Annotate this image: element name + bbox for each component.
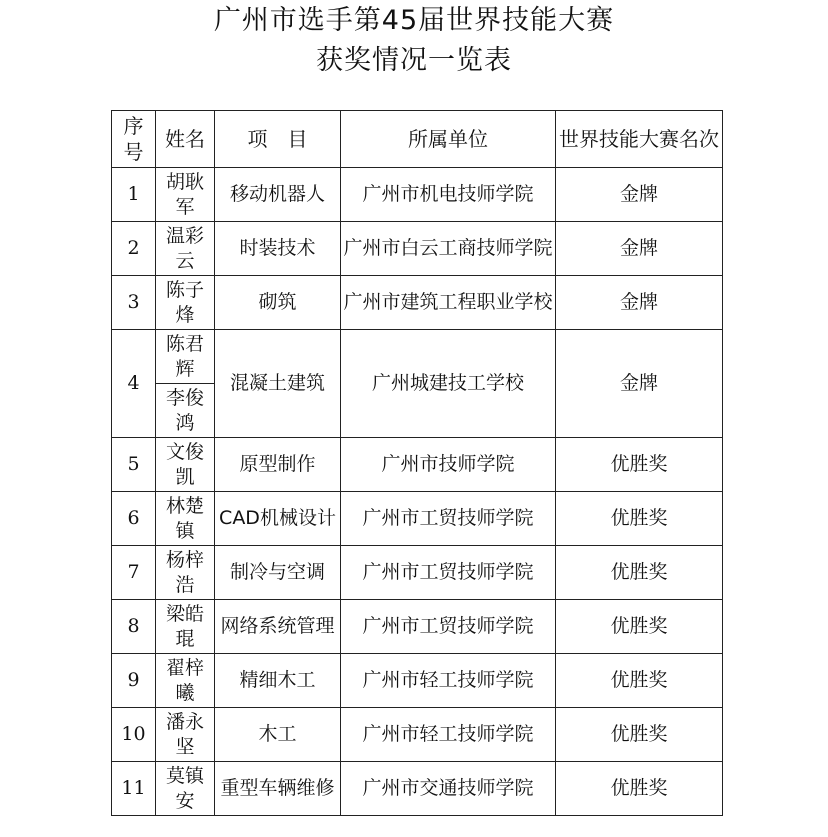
row-rank: 金牌	[556, 168, 723, 222]
row-rank: 金牌	[556, 222, 723, 276]
row-project: 移动机器人	[215, 168, 341, 222]
row-name: 潘永坚	[156, 708, 215, 762]
row-unit: 广州市建筑工程职业学校	[341, 276, 556, 330]
row-name-second: 李俊鸿	[156, 384, 215, 438]
table-row	[112, 330, 723, 384]
row-name: 梁皓琨	[156, 600, 215, 654]
row-unit: 广州市轻工技师学院	[341, 654, 556, 708]
row-name: 温彩云	[156, 222, 215, 276]
row-index: 11	[112, 762, 156, 816]
header-unit: 所属单位	[341, 111, 556, 168]
row-name: 胡耿军	[156, 168, 215, 222]
row-project: 时装技术	[215, 222, 341, 276]
row-project: 砌筑	[215, 276, 341, 330]
row-index: 6	[112, 492, 156, 546]
row-unit: 广州市机电技师学院	[341, 168, 556, 222]
table-row	[112, 600, 723, 654]
row-project: 混凝土建筑	[215, 330, 341, 438]
row-project: 重型车辆维修	[215, 762, 341, 816]
row-rank: 优胜奖	[556, 654, 723, 708]
row-unit: 广州市工贸技师学院	[341, 492, 556, 546]
row-index: 10	[112, 708, 156, 762]
row-index: 4	[112, 330, 156, 438]
row-name: 陈子烽	[156, 276, 215, 330]
row-rank: 优胜奖	[556, 762, 723, 816]
header-project: 项 目	[215, 111, 341, 168]
row-index: 9	[112, 654, 156, 708]
row-index: 2	[112, 222, 156, 276]
row-unit: 广州市轻工技师学院	[341, 708, 556, 762]
table-header-row	[112, 111, 723, 168]
header-rank: 世界技能大赛名次	[556, 111, 723, 168]
row-rank: 优胜奖	[556, 708, 723, 762]
row-name: 林楚镇	[156, 492, 215, 546]
awards-table	[111, 110, 723, 816]
page-title: 广州市选手第45届世界技能大赛	[213, 5, 615, 36]
table-row	[112, 546, 723, 600]
row-index: 8	[112, 600, 156, 654]
row-name: 莫镇安	[156, 762, 215, 816]
row-project: CAD机械设计	[215, 492, 341, 546]
row-index: 1	[112, 168, 156, 222]
row-project: 木工	[215, 708, 341, 762]
row-project: 精细木工	[215, 654, 341, 708]
row-unit: 广州市工贸技师学院	[341, 600, 556, 654]
row-unit: 广州市交通技师学院	[341, 762, 556, 816]
row-rank: 优胜奖	[556, 600, 723, 654]
row-name: 文俊凯	[156, 438, 215, 492]
table-row	[112, 762, 723, 816]
row-index: 3	[112, 276, 156, 330]
row-rank: 优胜奖	[556, 546, 723, 600]
row-rank: 优胜奖	[556, 492, 723, 546]
table-row	[112, 276, 723, 330]
row-rank: 金牌	[556, 276, 723, 330]
row-unit: 广州市白云工商技师学院	[341, 222, 556, 276]
row-name: 陈君辉	[156, 330, 215, 384]
row-project: 网络系统管理	[215, 600, 341, 654]
row-rank: 优胜奖	[556, 438, 723, 492]
row-name: 翟梓曦	[156, 654, 215, 708]
header-name: 姓名	[156, 111, 215, 168]
row-unit: 广州城建技工学校	[341, 330, 556, 438]
table-row	[112, 492, 723, 546]
table-row	[112, 168, 723, 222]
table-row	[112, 708, 723, 762]
table-row	[112, 222, 723, 276]
row-unit: 广州市工贸技师学院	[341, 546, 556, 600]
row-name: 杨梓浩	[156, 546, 215, 600]
header-index: 序号	[112, 111, 156, 168]
row-unit: 广州市技师学院	[341, 438, 556, 492]
row-project: 制冷与空调	[215, 546, 341, 600]
row-index: 7	[112, 546, 156, 600]
table-row	[112, 654, 723, 708]
row-project: 原型制作	[215, 438, 341, 492]
table-row	[112, 438, 723, 492]
row-index: 5	[112, 438, 156, 492]
page-subtitle: 获奖情况一览表	[316, 45, 512, 76]
row-rank: 金牌	[556, 330, 723, 438]
